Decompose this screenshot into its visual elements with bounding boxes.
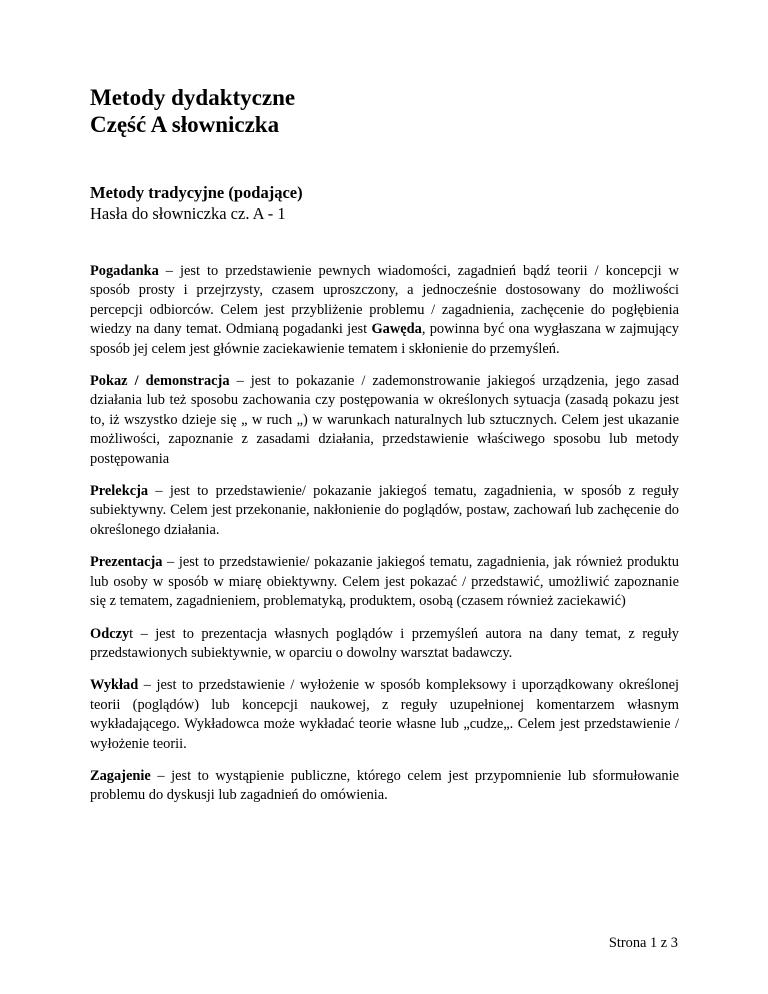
entry-definition: – jest to przedstawienie/ pokazanie jakiegoś tematu, zagadnienia, w sposób z reguły subiektywny. Celem jest przekonanie, nakłonienie do poglądów, postaw, zachowań lub zachęcenie do określonego działania. — [90, 483, 679, 538]
glossary-entry-prezentacja — [90, 553, 679, 611]
document-title — [90, 84, 295, 138]
entry-definition: t – jest to prezentacja własnych poglądów i przemyśleń autora na dany temat, z reguły przedstawionych subiektywnie, w oparciu o dowolny warsztat badawczy. — [90, 625, 679, 661]
entry-term: Pogadanka — [90, 263, 159, 279]
entry-definition: – jest to wystąpienie publiczne, którego celem jest przypomnienie lub sformułowanie problemu do dyskusji lub zagadnień do omówienia. — [90, 767, 679, 804]
entry-term: Prezentacja — [90, 554, 163, 571]
entry-term: Wykład — [90, 677, 139, 694]
entry-definition: – jest to przedstawienie pewnych wiadomości, zagadnień bądź teorii / koncepcji w sposób prosty i przejrzysty, czasem uproszczony, a jednocześnie dostosowany do możliwości percepcji odbiorców. Celem jest przybliżenie problemu / zagadnienia, zachęcenie do pogłębienia wiedzy na dany temat. Odmianą pogadanki jest — [90, 263, 679, 338]
glossary-body — [90, 262, 679, 819]
glossary-entry-wyklad — [90, 676, 679, 754]
entry-term: Pokaz / demonstracja — [90, 373, 230, 390]
glossary-entry-prelekcja — [90, 482, 679, 540]
glossary-entry-pogadanka — [90, 262, 679, 359]
title-line-2: Część A słowniczka — [90, 112, 280, 137]
glossary-entry-pokaz — [90, 372, 679, 469]
title-line-1: Metody dydaktyczne — [90, 85, 296, 110]
section-subheading: Hasła do słowniczka cz. A - 1 — [90, 204, 286, 223]
entry-term: Zagajenie — [90, 767, 151, 784]
entry-definition: – jest to przedstawienie / wyłożenie w sposób kompleksowy i uporządkowany określonej teorii (poglądów) lub koncepcji naukowej, z reguły uzupełnionej komentarzem własnym wykładającego. Wykładowca może wykładać teorie własne lub „cudze„. Celem jest przedstawienie / wyłożenie teorii. — [90, 677, 679, 752]
entry-definition: , powinna być ona wygłaszana w zajmujący sposób jej celem jest głównie zaciekawienie tematem i skłonienie do przemyśleń. — [90, 321, 679, 357]
section-header — [90, 182, 303, 224]
entry-subterm: Gawęda — [371, 321, 422, 338]
glossary-entry-odczyt — [90, 625, 679, 664]
entry-definition: – jest to przedstawienie/ pokazanie jakiegoś tematu, zagadnienia, jak również produktu lub osoby w sposób w miarę obiektywny. Celem jest pokazać / przedstawić, umożliwić zapoznanie się z tematem, zagadnieniem, problematyką, produktem, osobą (czasem również zaciekawić) — [90, 554, 679, 610]
entry-definition: – jest to pokazanie / zademonstrowanie jakiegoś urządzenia, jego zasad działania lub też sposobu zachowania czy postępowania w określonych sytuacja (zasadą pokazu jest to, iż wszystko dzieje się „ w ruch „) w warunkach naturalnych lub sztucznych. Celem jest ukazanie możliwości, zapoznanie z zasadami działania, przedstawienie właściwego sposobu lub metody postępowania — [90, 373, 679, 467]
glossary-entry-zagajenie — [90, 767, 679, 806]
entry-term: Odczy — [90, 625, 130, 642]
entry-term: Prelekcja — [90, 483, 149, 500]
section-heading: Metody tradycyjne (podające) — [90, 183, 303, 202]
page-number: Strona 1 z 3 — [608, 935, 678, 951]
